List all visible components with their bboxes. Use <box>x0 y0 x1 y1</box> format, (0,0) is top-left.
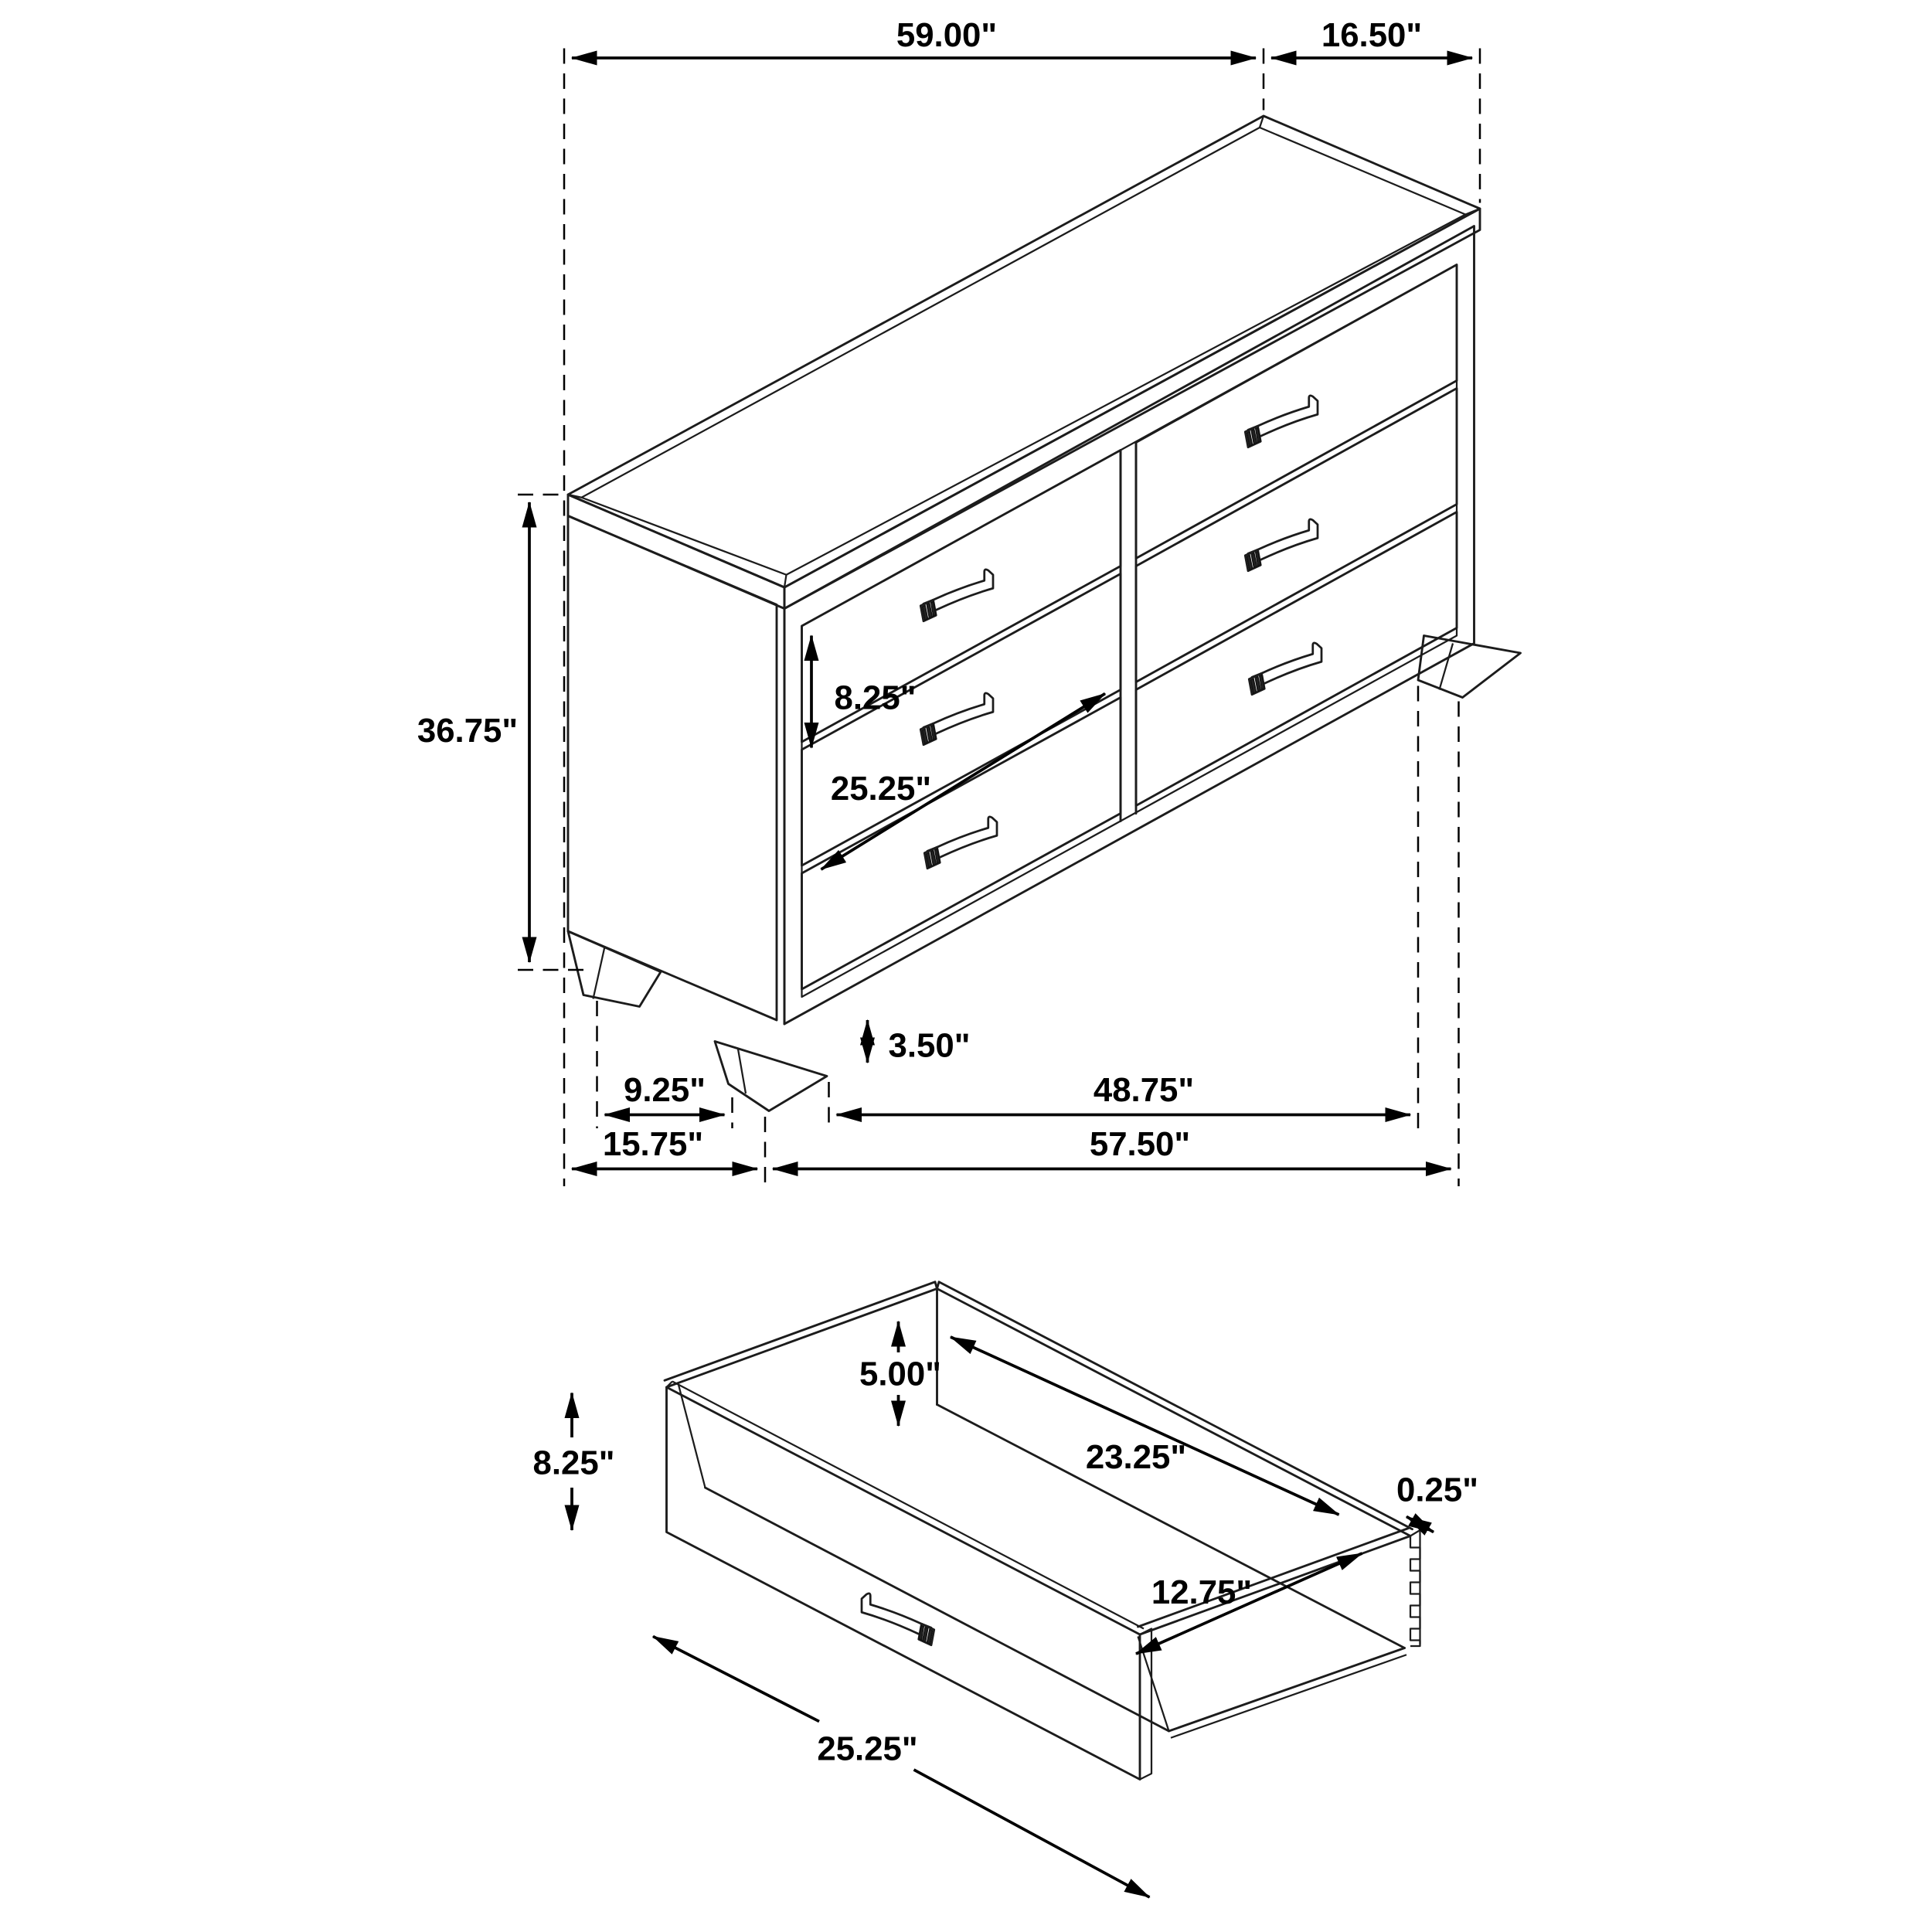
dresser-feet <box>568 636 1521 1111</box>
dimension-front-width <box>653 1637 1150 1898</box>
dimension-panel-thickness <box>1396 1471 1478 1532</box>
dresser-top <box>568 116 1480 609</box>
dimension-inner-depth <box>1136 1553 1362 1654</box>
dimension-foot-span-width <box>829 686 1419 1133</box>
dresser-view <box>417 16 1521 1186</box>
dovetail-joint <box>1410 1536 1420 1647</box>
dim-label-overall-height: 36.75" <box>417 712 519 750</box>
dim-label-base-depth: 15.75" <box>602 1125 704 1163</box>
dim-label-front-height: 8.25" <box>532 1444 615 1482</box>
drawer-view <box>533 1282 1478 1897</box>
dim-label-foot-height: 3.50" <box>888 1026 971 1065</box>
drawer-box <box>665 1282 1420 1780</box>
dresser-drawer-fronts <box>784 226 1475 1025</box>
dimension-top-width <box>564 16 1264 1186</box>
dimension-top-depth <box>1271 16 1480 203</box>
dimension-base-depth <box>572 1117 765 1186</box>
dim-label-foot-offset-depth: 9.25" <box>624 1071 706 1109</box>
dim-label-side-inner-height: 5.00" <box>859 1355 941 1393</box>
dim-label-base-width: 57.50" <box>1089 1125 1191 1163</box>
dim-label-panel-thickness: 0.25" <box>1396 1471 1478 1509</box>
dimension-side-inner-height <box>859 1321 941 1426</box>
dim-label-top-depth: 16.50" <box>1321 16 1423 55</box>
drawer-front-panel <box>667 1387 1141 1780</box>
dim-label-foot-span-width: 48.75" <box>1093 1071 1195 1109</box>
dim-label-drawer-front-width: 25.25" <box>830 770 932 808</box>
dim-label-front-width: 25.25" <box>817 1730 918 1768</box>
dimension-foot-offset-depth <box>597 1001 733 1128</box>
dimension-front-height <box>533 1393 615 1531</box>
dim-label-drawer-front-height: 8.25" <box>834 679 917 717</box>
dim-label-top-width: 59.00" <box>896 16 998 55</box>
dresser-left-side <box>568 516 784 1025</box>
dimension-foot-height <box>868 1020 971 1065</box>
dimension-drawer-front-height <box>811 636 916 748</box>
dimension-inner-length <box>951 1337 1339 1515</box>
dim-label-inner-length: 23.25" <box>1085 1438 1187 1476</box>
dim-label-inner-depth: 12.75" <box>1151 1573 1253 1611</box>
